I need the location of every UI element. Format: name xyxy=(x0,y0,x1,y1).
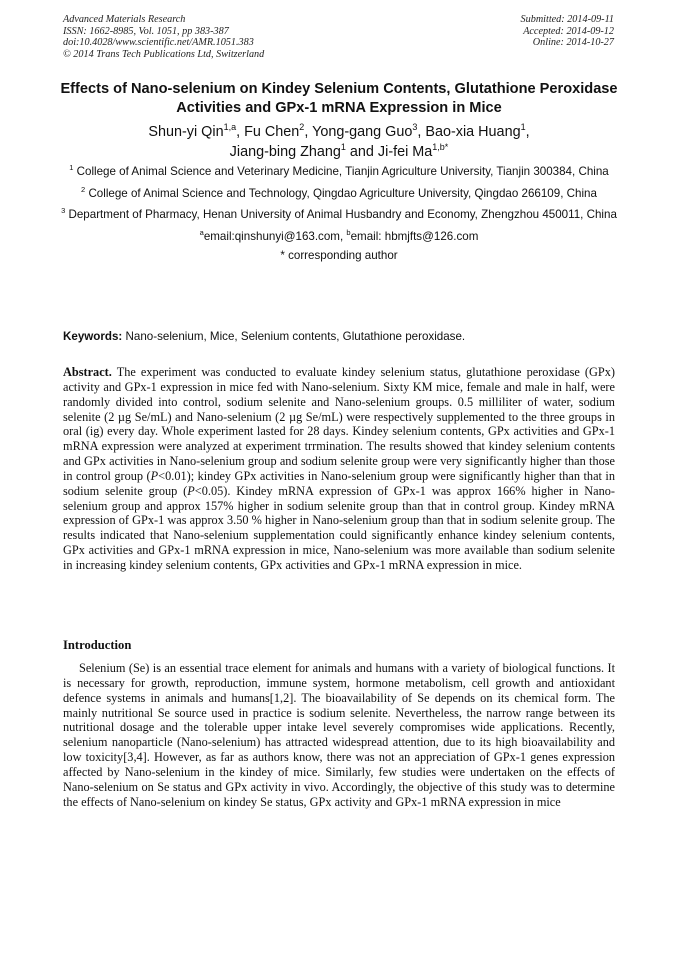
corresponding-author-note: * corresponding author xyxy=(280,249,398,263)
accepted-date: Accepted: 2014-09-12 xyxy=(523,25,614,37)
journal-doi: doi:10.4028/www.scientific.net/AMR.1051.383 xyxy=(63,37,254,49)
affiliation-number: 1 xyxy=(69,163,74,173)
journal-copyright: © 2014 Trans Tech Publications Ltd, Switzerland xyxy=(63,48,265,60)
author-affiliation-mark: 1 xyxy=(340,142,346,153)
author-separator: , xyxy=(525,124,530,140)
keywords-label: Keywords: xyxy=(63,330,123,343)
author-separator: , xyxy=(236,124,245,140)
author-affiliation-mark: 3 xyxy=(412,122,418,133)
author-name: Shun-yi Qin xyxy=(148,124,224,140)
journal-header-left xyxy=(63,14,264,60)
introduction-heading: Introduction xyxy=(63,638,132,652)
abstract-text: <0.01); kindey GPx activities in Nano-selenium group were significantly higher than that in sodium selenite group ( xyxy=(63,468,615,498)
affiliation-text: College of Animal Science and Technology, Qingdao Agriculture University, Qingdao 266109, China xyxy=(88,186,597,200)
author-emails xyxy=(60,229,618,245)
p-value-symbol: P xyxy=(187,483,195,498)
email-a: email:qinshunyi@163.com, xyxy=(203,229,344,243)
journal-name: Advanced Materials Research xyxy=(63,14,186,25)
keywords xyxy=(63,329,615,344)
paper-title: Effects of Nano-selenium on Kindey Selenium Contents, Glutathione Peroxidase Activities and GPx-1 mRNA Expression in Mice xyxy=(60,81,618,116)
author-name: Ji-fei Ma xyxy=(377,144,433,160)
abstract-text: <0.05). Kindey mRNA expression of GPx-1 was approx 166% higher in Nano-selenium group and approx 157% higher in sodium selenite group than that in control group. Kindey mRNA expression of GPx-1 was approx 3.50 % higher in Nano-selenium group than that in sodium selenite group. The results indicated that Nano-selenium supplementation could significantly enhance kindey selenium contents, GPx activities and GPx-1 mRNA expression in mice, Nano-selenium was more available than sodium selenite in increasing kindey selenium contents, GPx activities and GPx-1 mRNA expression in mice. xyxy=(63,483,615,572)
author-name: Jiang-bing Zhang xyxy=(229,144,341,160)
affiliation-1 xyxy=(60,164,618,180)
affiliation-number: 2 xyxy=(81,184,86,194)
p-value-symbol: P xyxy=(150,468,159,483)
author-separator: and xyxy=(345,144,378,160)
abstract xyxy=(63,365,615,573)
affiliation-number: 3 xyxy=(61,206,66,216)
introduction-paragraph: Selenium (Se) is an essential trace element for animals and humans with a variety of biological functions. It is necessary for growth, reproduction, immune system, hormone metabolism, cell growth and antioxidant defence systems in animals and humans[1,2]. The bioavailability of Se depends on its chemical form. The mainly nutritional Se source used in practice is sodium selenite. Nevertheless, the narrow range between its nutritional dosage and the tolerable upper intake level severely compromises wide applications. Recently, selenium nanoparticle (Nano-selenium) has attracted widespread attention, due to its high bioavailability and low toxicity[3,4]. However, as far as authors know, there was not an appreciation of GPx-1 genes expression affected by Nano-selenium in the kindey of mice. Similarly, few studies were undertaken on the effects of Nano-selenium on Se status and GPx activity in vivo. Accordingly, the objective of this study was to determine the effects of Nano-selenium on kindey Se status, GPx activity and GPx-1 mRNA expression in mice xyxy=(63,661,615,809)
journal-header-right xyxy=(521,14,614,49)
author-name: Fu Chen xyxy=(244,124,300,140)
author-affiliation-mark: 1,a xyxy=(223,122,237,133)
author-affiliation-mark: 2 xyxy=(299,122,305,133)
email-mark-b: b xyxy=(346,227,351,237)
journal-issn: ISSN: 1662-8985, Vol. 1051, pp 383-387 xyxy=(63,25,229,37)
author-name: Yong-gang Guo xyxy=(312,124,413,140)
author-separator: , xyxy=(417,124,426,140)
online-date: Online: 2014-10-27 xyxy=(532,37,614,49)
keywords-text: Nano-selenium, Mice, Selenium contents, Glutathione peroxidase. xyxy=(125,330,466,343)
affiliation-text: Department of Pharmacy, Henan University of Animal Husbandry and Economy, Zhengzhou 450011, China xyxy=(68,208,617,222)
author-list xyxy=(60,122,618,162)
author-affiliation-mark: 1,b* xyxy=(432,142,449,153)
author-name: Bao-xia Huang xyxy=(425,124,521,140)
affiliation-text: College of Animal Science and Veterinary Medicine, Tianjin Agriculture University, Tianjin 300384, China xyxy=(76,165,609,178)
abstract-label: Abstract. xyxy=(63,365,112,379)
author-affiliation-mark: 1 xyxy=(520,122,526,133)
email-mark-a: a xyxy=(199,227,204,237)
affiliation-2 xyxy=(60,186,618,202)
submitted-date: Submitted: 2014-09-11 xyxy=(520,14,614,25)
affiliations xyxy=(60,164,618,264)
email-b: email: hbmjfts@126.com xyxy=(350,229,479,243)
affiliation-3 xyxy=(60,207,618,223)
abstract-text: The experiment was conducted to evaluate kindey selenium status, glutathione peroxidase (GPx) activity and GPx-1 expression in mice fed with Nano-selenium. Sixty KM mice, female and male in half, were randomly divided into control, sodium selenite and Nano-selenium groups. 0.5 milliliter of water, sodium selenite (2 µg Se/mL) and Nano-selenium (2 µg Se/mL) were respectively supplemented to the three groups in oral (ig) every day. Whole experiment lasted for 28 days. Kindey selenium contents, GPx activities and GPx-1 mRNA expression were analyzed at experiment trrmination. The results showed that kindey selenium contents and GPx activities in Nano-selenium group and sodium selenite group were very significantly higher than those in control group ( xyxy=(63,365,615,483)
author-separator: , xyxy=(304,124,313,140)
